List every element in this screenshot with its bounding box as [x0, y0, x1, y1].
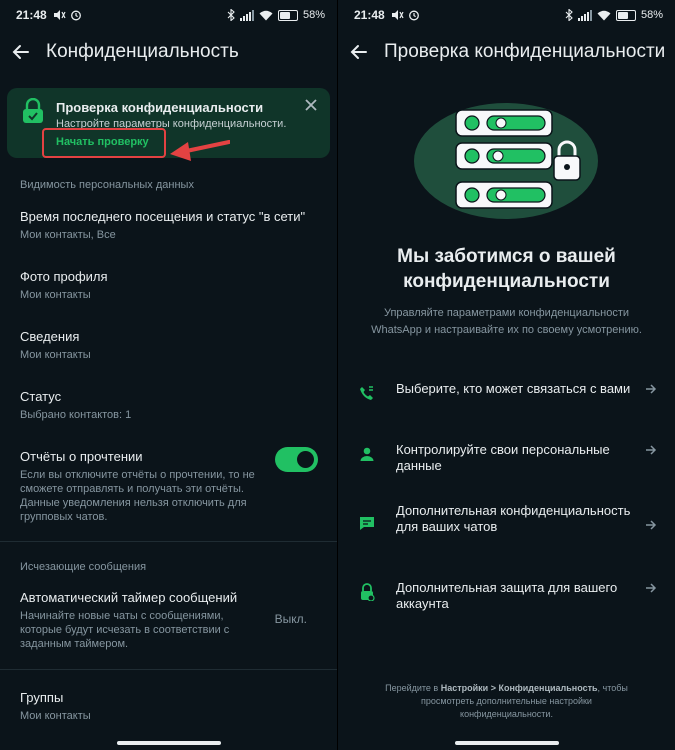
- signal-icon: [240, 10, 254, 21]
- settings-path-link[interactable]: Настройки > Конфиденциальность: [440, 683, 598, 693]
- bluetooth-icon: [227, 9, 235, 21]
- lock-icon: [21, 98, 45, 129]
- alarm-icon: [70, 9, 82, 21]
- red-arrow-icon: [168, 140, 230, 162]
- setting-groups[interactable]: Группы Мои контакты: [20, 690, 91, 722]
- privacy-settings-screen: [0, 0, 337, 750]
- gesture-bar[interactable]: [455, 741, 559, 745]
- timer-value: Выкл.: [274, 612, 307, 626]
- footer-note: Перейдите в Настройки > Конфиденциальность, чтобы просмотреть дополнительные настройки конфиденциальности.: [385, 683, 628, 719]
- card-title: Проверка конфиденциальности: [56, 100, 264, 115]
- feature-account-protection[interactable]: Дополнительная защита для вашего аккаунта: [338, 580, 675, 620]
- arrow-right-icon: [645, 582, 657, 594]
- feature-personal-data[interactable]: Контролируйте свои персональные данные: [338, 442, 675, 482]
- status-time: 21:48: [354, 8, 385, 22]
- battery-percent: 58%: [302, 9, 325, 21]
- arrow-right-icon: [645, 519, 657, 531]
- wifi-icon: [259, 10, 273, 21]
- privacy-illustration: [338, 0, 675, 230]
- page-title: Конфиденциальность: [46, 41, 239, 62]
- arrow-right-icon: [645, 383, 657, 395]
- feature-contacts[interactable]: Выберите, кто может связаться с вами: [338, 381, 675, 421]
- status-time: 21:48: [16, 8, 47, 22]
- divider: [0, 669, 337, 670]
- start-checkup-link[interactable]: Начать проверку: [56, 136, 149, 148]
- card-subtitle: Настройте параметры конфиденциальности.: [56, 118, 287, 130]
- headline: Мы заботимся о вашей конфиденциальности: [397, 246, 616, 292]
- gesture-bar[interactable]: [117, 741, 221, 745]
- account-lock-icon: [357, 582, 377, 602]
- setting-message-timer[interactable]: Автоматический таймер сообщений Начинайте новые чаты с сообщениями, которые будут исчезать в соответствии с заданным таймером.: [20, 590, 238, 650]
- arrow-right-icon: [645, 444, 657, 456]
- feature-chats[interactable]: Дополнительная конфиденциальность для ваших чатов: [338, 503, 675, 553]
- back-arrow-icon: [12, 43, 30, 61]
- setting-status[interactable]: Статус Выбрано контактов: 1: [20, 389, 132, 421]
- status-bar: [0, 0, 337, 30]
- illustration-row-1: [456, 110, 552, 136]
- section-heading-disappearing: Исчезающие сообщения: [20, 561, 147, 573]
- battery-icon: [278, 10, 298, 21]
- person-icon: [357, 444, 377, 464]
- illustration-row-3: [456, 182, 552, 208]
- illustration-row-2: [456, 143, 552, 169]
- app-bar: [0, 30, 337, 74]
- chat-icon: [357, 513, 377, 533]
- section-heading-visibility: Видимость персональных данных: [20, 179, 194, 191]
- mute-icon: [53, 9, 66, 21]
- highlight-box: [42, 128, 166, 158]
- setting-last-seen[interactable]: Время последнего посещения и статус "в сети" Мои контакты, Все: [20, 209, 306, 241]
- contact-call-icon: [357, 383, 377, 403]
- privacy-checkup-screen: [338, 0, 675, 750]
- close-card-button[interactable]: [304, 98, 318, 117]
- setting-profile-photo[interactable]: Фото профиля Мои контакты: [20, 269, 108, 301]
- close-icon: [304, 98, 318, 112]
- back-button[interactable]: [10, 41, 32, 63]
- read-receipts-toggle[interactable]: [275, 447, 318, 472]
- description: Управляйте параметрами конфиденциальности WhatsApp и настраивайте их по своему усмотрению.: [371, 307, 642, 336]
- setting-read-receipts[interactable]: Отчёты о прочтении Если вы отключите отчёты о прочтении, то не сможете отправлять и получать эти отчёты. Данные уведомления нельзя отключить для групповых чатов.: [20, 449, 255, 523]
- divider: [0, 541, 337, 542]
- page-title: Проверка конфиденциальности: [384, 41, 666, 62]
- setting-about[interactable]: Сведения Мои контакты: [20, 329, 91, 361]
- battery-percent: 58%: [640, 9, 663, 21]
